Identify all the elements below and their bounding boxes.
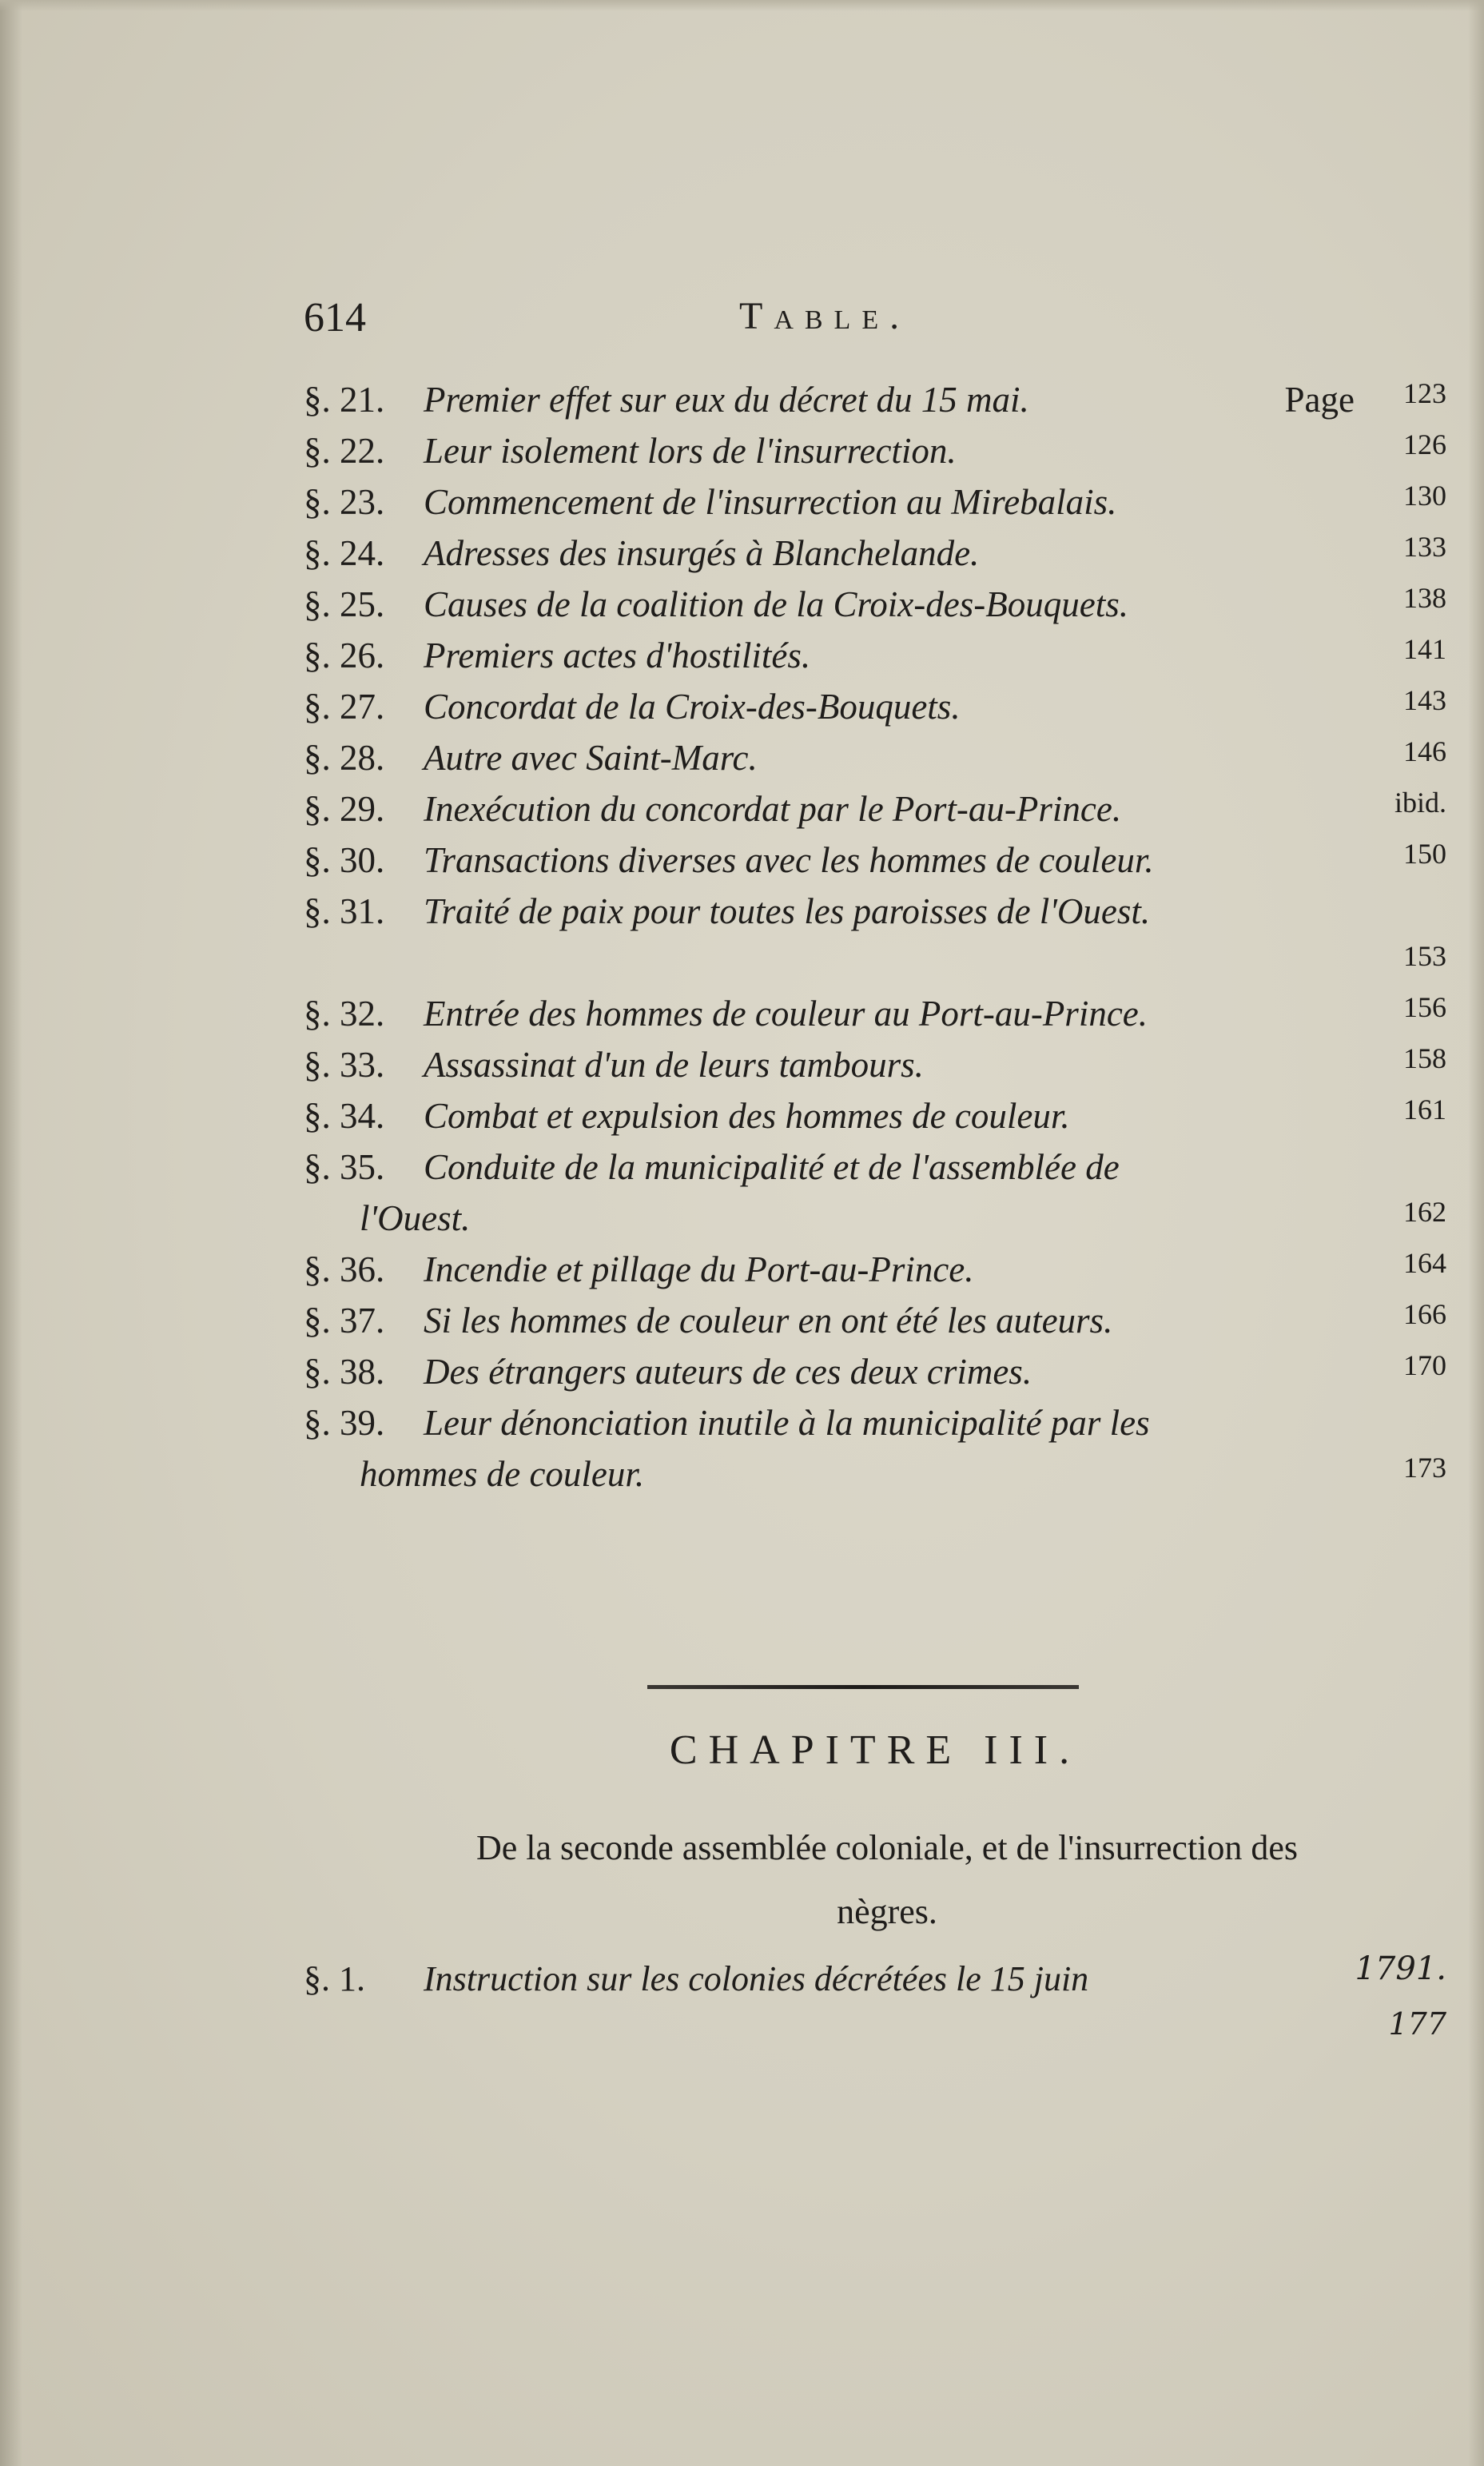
- section-title: Si les hommes de couleur en ont été les auteurs.: [424, 1301, 1113, 1341]
- page-reference: 177: [1388, 2006, 1446, 2042]
- section-number: §. 39.: [304, 1403, 385, 1443]
- section-title: Leur isolement lors de l'insurrection.: [424, 431, 957, 471]
- section-title: Inexécution du concordat par le Port-au-Prince.: [424, 789, 1122, 829]
- section-title: Causes de la coalition de la Croix-des-Bouquets.: [424, 584, 1128, 624]
- toc-entry: [304, 835, 1446, 886]
- section-number: §. 33.: [304, 1045, 385, 1085]
- section-title-continued: hommes de couleur.: [360, 1454, 645, 1494]
- section-number: §. 25.: [304, 584, 385, 624]
- section-title: Premier effet sur eux du décret du 15 mai.: [424, 380, 1029, 420]
- section-number: §. 38.: [304, 1352, 385, 1392]
- page-reference: 158: [1403, 1042, 1446, 1074]
- section-number: §. 35.: [304, 1147, 385, 1187]
- section-number: §. 1.: [304, 1959, 365, 1998]
- section-title: Conduite de la municipalité et de l'assemblée de: [424, 1147, 1120, 1187]
- section-title: Entrée des hommes de couleur au Port-au-Prince.: [424, 994, 1148, 1034]
- section-number: §. 24.: [304, 533, 385, 573]
- page-reference: 162: [1403, 1196, 1446, 1228]
- section-number: §. 37.: [304, 1301, 385, 1341]
- section-number: §. 21.: [304, 380, 385, 420]
- section-title: Assassinat d'un de leurs tambours.: [424, 1045, 924, 1085]
- toc-entry: [304, 1039, 1446, 1090]
- section-title: Incendie et pillage du Port-au-Prince.: [424, 1249, 974, 1289]
- page-reference: 126: [1403, 428, 1446, 460]
- section-number: §. 34.: [304, 1096, 385, 1136]
- page-reference: 130: [1403, 480, 1446, 512]
- page-right-edge: [1468, 0, 1484, 2466]
- toc-entry: [304, 1346, 1446, 1397]
- running-title: Table.: [739, 295, 911, 337]
- section-number: §. 32.: [304, 994, 385, 1034]
- table-of-contents: [304, 374, 1446, 1500]
- chapter-subtitle-line: De la seconde assemblée coloniale, et de l'insurrection des: [475, 1828, 1299, 1867]
- section-title: Des étrangers auteurs de ces deux crimes.: [424, 1352, 1032, 1392]
- page-number: 614: [304, 295, 366, 341]
- page-reference: 173: [1403, 1452, 1446, 1484]
- page-gutter-shadow: [0, 0, 22, 2466]
- page-reference: 150: [1403, 838, 1446, 870]
- toc-entry: [304, 1295, 1446, 1346]
- page-reference: 166: [1403, 1298, 1446, 1330]
- page-top-edge: [0, 0, 1484, 11]
- page-reference: 153: [1403, 940, 1446, 972]
- page-reference: 161: [1403, 1094, 1446, 1125]
- section-number: §. 36.: [304, 1249, 385, 1289]
- page-reference: 133: [1403, 531, 1446, 563]
- toc-entry: [304, 1950, 1446, 2042]
- toc-entry: [304, 630, 1446, 681]
- section-number: §. 30.: [304, 840, 385, 880]
- page-reference: 143: [1403, 684, 1446, 716]
- toc-entry: [304, 528, 1446, 579]
- section-title: Leur dénonciation inutile à la municipalité par les: [424, 1403, 1150, 1443]
- page-reference: 164: [1403, 1247, 1446, 1279]
- section-title: Autre avec Saint-Marc.: [424, 738, 758, 778]
- section-number: §. 23.: [304, 482, 385, 522]
- toc-entry: [304, 783, 1446, 835]
- page-reference: 123: [1403, 377, 1446, 409]
- page-reference: 141: [1403, 633, 1446, 665]
- section-number: §. 31.: [304, 891, 385, 931]
- section-number: §. 28.: [304, 738, 385, 778]
- section-title: Concordat de la Croix-des-Bouquets.: [424, 687, 961, 727]
- section-title: Combat et expulsion des hommes de couleur.: [424, 1096, 1070, 1136]
- page-reference: 138: [1403, 582, 1446, 614]
- section-title: Premiers actes d'hostilités.: [424, 635, 811, 675]
- chapter-heading: CHAPITRE III.: [669, 1727, 1081, 1773]
- chapter-subtitle: [320, 1816, 1454, 1944]
- page-label: Page: [1284, 380, 1355, 420]
- section-year: 1791.: [1355, 1950, 1446, 1987]
- toc-entry: [304, 1141, 1446, 1244]
- page-reference: ibid.: [1394, 787, 1446, 819]
- toc-entry: [304, 1090, 1446, 1141]
- toc-entry: [304, 988, 1446, 1039]
- section-number: §. 26.: [304, 635, 385, 675]
- chapter-subtitle-line: nègres.: [837, 1892, 937, 1931]
- page-reference: 156: [1403, 991, 1446, 1023]
- toc-entry: [304, 476, 1446, 528]
- section-number: §. 27.: [304, 687, 385, 727]
- toc-entry: [304, 579, 1446, 630]
- toc-entry: [304, 425, 1446, 476]
- running-head: [304, 294, 1438, 366]
- section-number: §. 22.: [304, 431, 385, 471]
- section-title: Traité de paix pour toutes les paroisses de l'Ouest.: [424, 891, 1151, 931]
- page-reference: 146: [1403, 735, 1446, 767]
- section-title: Transactions diverses avec les hommes de couleur.: [424, 840, 1154, 880]
- section-title: Commencement de l'insurrection au Mirebalais.: [424, 482, 1117, 522]
- section-title: Adresses des insurgés à Blanchelande.: [424, 533, 980, 573]
- toc-entry: [304, 732, 1446, 783]
- toc-entry: [304, 1244, 1446, 1295]
- toc-entry: [304, 374, 1446, 425]
- toc-entry: [304, 1397, 1446, 1500]
- section-title-continued: l'Ouest.: [360, 1198, 471, 1238]
- section-divider-rule: [647, 1685, 1079, 1689]
- section-number: §. 29.: [304, 789, 385, 829]
- toc-entry: [304, 681, 1446, 732]
- toc-entry: [304, 886, 1446, 988]
- page-reference: 170: [1403, 1349, 1446, 1381]
- section-title: Instruction sur les colonies décrétées le 15 juin: [424, 1959, 1089, 1998]
